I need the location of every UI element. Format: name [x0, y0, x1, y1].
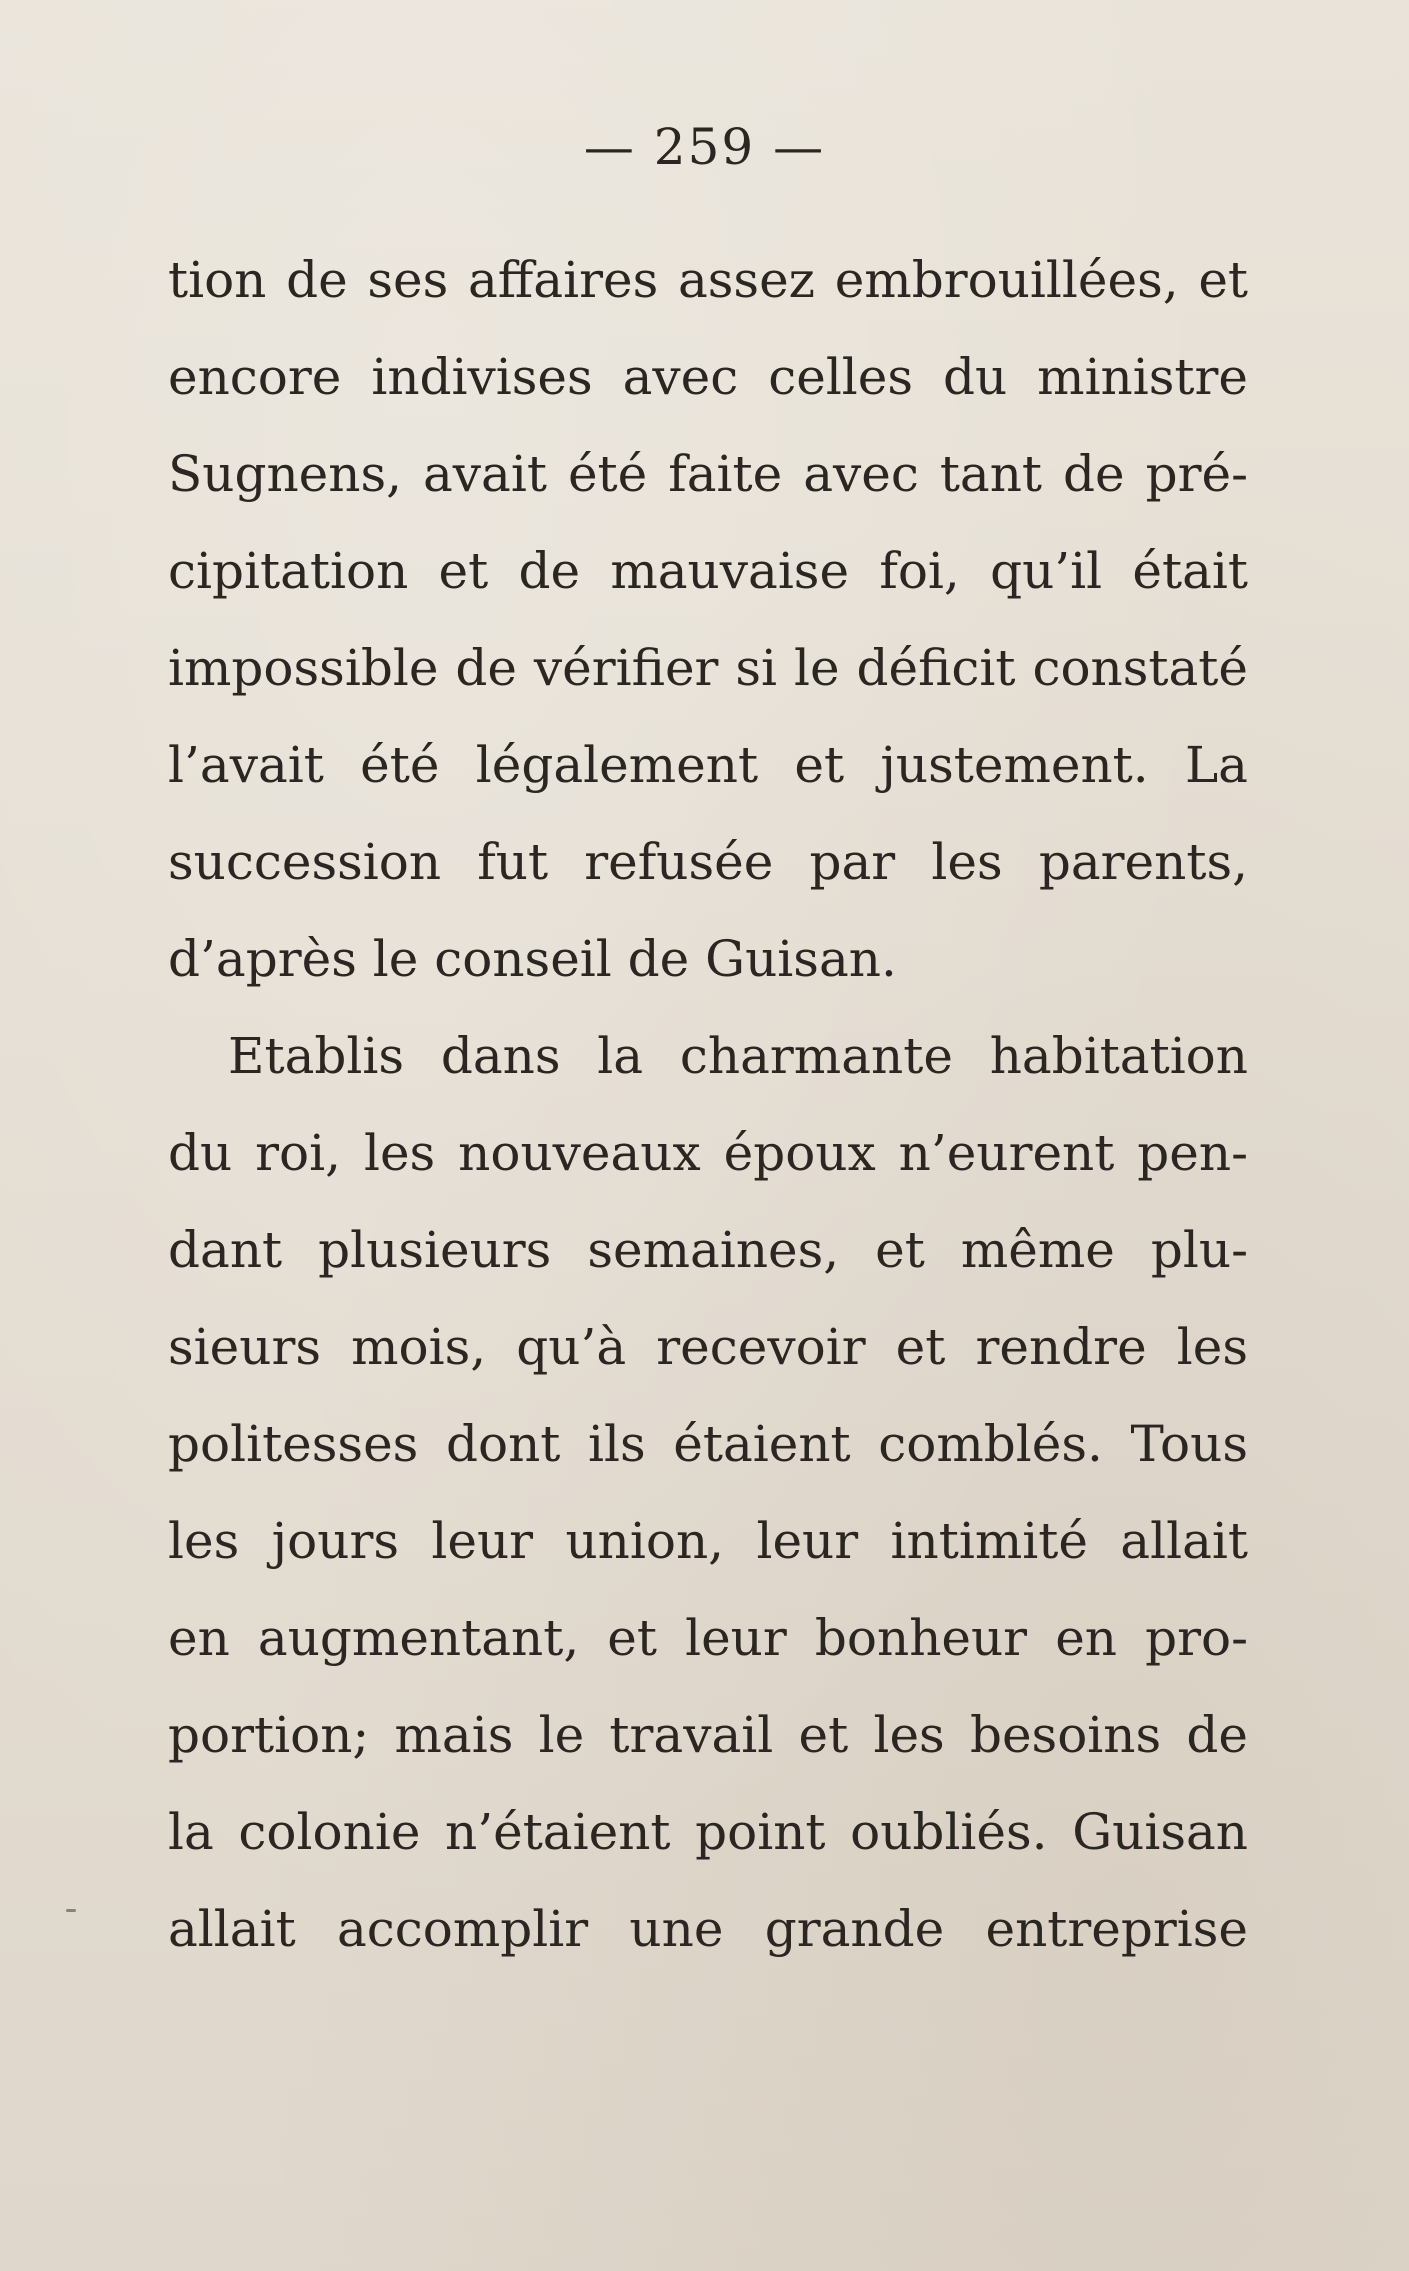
- text-line: succession fut refusée par les parents,: [168, 833, 1248, 891]
- paragraph-end-line: d’après le conseil de Guisan.: [168, 930, 897, 988]
- text-line: allait accomplir une grande entreprise: [168, 1900, 1248, 1958]
- text-line: cipitation et de mauvaise foi, qu’il était: [168, 542, 1248, 600]
- text-line: Sugnens, avait été faite avec tant de pré-: [168, 445, 1248, 503]
- text-line: en augmentant, et leur bonheur en pro-: [168, 1609, 1248, 1667]
- text-line: la colonie n’étaient point oubliés. Guisan: [168, 1803, 1248, 1861]
- text-line: du roi, les nouveaux époux n’eurent pen-: [168, 1124, 1248, 1182]
- text-line: politesses dont ils étaient comblés. Tous: [168, 1415, 1248, 1473]
- text-line: l’avait été légalement et justement. La: [168, 736, 1248, 794]
- text-line: portion; mais le travail et les besoins de: [168, 1706, 1248, 1764]
- body-text: [168, 232, 1248, 1978]
- text-line: les jours leur union, leur intimité allait: [168, 1512, 1248, 1570]
- text-line: impossible de vérifier si le déficit constaté: [168, 639, 1248, 697]
- text-line: dant plusieurs semaines, et même plu-: [168, 1221, 1248, 1279]
- text-line: encore indivises avec celles du ministre: [168, 348, 1248, 406]
- text-line: sieurs mois, qu’à recevoir et rendre les: [168, 1318, 1248, 1376]
- paragraph-start-line: Etablis dans la charmante habitation: [228, 1027, 1248, 1085]
- text-line: tion de ses affaires assez embrouillées, et: [168, 251, 1248, 309]
- paper-speck: [66, 1909, 76, 1912]
- page-number: — 259 —: [583, 118, 826, 176]
